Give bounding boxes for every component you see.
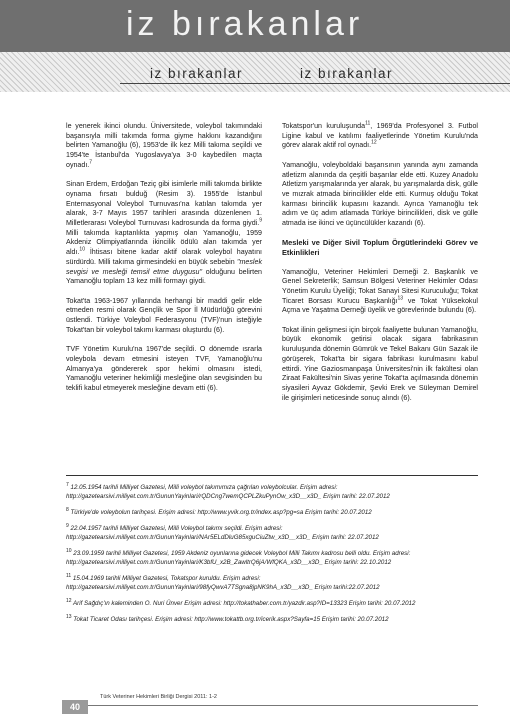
strip-divider (120, 83, 510, 84)
paragraph: TVF Yönetim Kurulu'na 1967'de seçildi. O dönemde ısrarla voleybola devam etmesini isteyen TVF, Yamanoğlu'nu Almanya'ya göndererek spor hekimi olmasını istedi, Yamanoğlu veteriner hekimliği mesleğine olan sevgisinden bu teklifi kabul etmeyerek mesleğine devam etti (6). (66, 345, 262, 392)
header-banner (0, 0, 510, 52)
journal-name: Türk Veteriner Hekimleri Birliği Dergisi 2011: 1-2 (100, 694, 217, 700)
left-column (66, 122, 262, 403)
footnote: $^9$ 22.04.1957 tarihli Milliyet Gazetesi, Milli Voleybol takımı seçildi. Erişim adresi: http://gazetearsivi.milliyet.com.tr/GununYayinlari/NAr5ELdDluG85xguCiuZtw_x3D__x3D_ Erişim tarihi: 22.07.2012 (66, 522, 379, 541)
footnote: $^{13}$ Tokat Ticaret Odası tarihçesi. Erişim adresi: http://www.tokattb.org.tr/icerik.aspx?Sayfa=15 Erişim tarihi: 20.07.2012 (66, 613, 389, 623)
strip-label: iz bırakanlar (150, 66, 244, 81)
paragraph: Yamanoğlu, voleyboldaki başarısının yanında aynı zamanda atletizm alanında da çeşitli başarılar elde etti. Kuzey Anadolu Atletizm yarışmalarında yer alarak, bu yarışmalarda disk, gülle ve mızrak atmada birincilikler elde etti. Kurmuş olduğu Tokat karması birincilik kupasını kazandı. Ayrıca Yamanoğlu tek adım ve üç adım atlamada Türkiye birincilikleri, disk ve gülle atmada ise ikinci ve üçüncülükler kazandı (6). (282, 160, 478, 228)
paragraph: Yamanoğlu, Veteriner Hekimleri Derneği 2. Başkanlık ve Genel Sekreterlik; Samsun Bölgesi Veteriner Hekimler Odası Yönetim Kurulu Üyeliği; Tokat Sanayi Sitesi Kuruculuğu; Tokat Ticaret Borsası Kurucu Başkanlığı$^{13}$ ve Tokat Yüksekokul Açma ve Yaşatma Derneği üyelik ve görevlerinde bulundu (6). (282, 267, 478, 315)
footnotes (66, 483, 478, 631)
section-title: iz bırakanlar (126, 5, 364, 43)
footnote: $^8$ Türkiye'de voleybolun tarihçesi. Erişim adresi: http://www.yvik.org.tr/index.asp?pg=sa Erişim tarihi: 20.07.2012 (66, 506, 372, 516)
header-strip (0, 52, 510, 92)
paragraph: le yenerek ikinci olundu. Üniversitede, voleybol takımındaki başarısıyla milli takımda forma giyme hakkını kazandığını belirten Yamanoğlu (6), 1953'de ilk kez Milli takıma seçildi ve 1954'te İstanbul'da Yugoslavya'ya 3-0 kaybedilen maçta oynadı.$^7$ (66, 122, 262, 169)
page-number: 40 (62, 700, 88, 714)
footnote: $^7$ 12.05.1954 tarihli Milliyet Gazetesi, Milli voleybol takımımıza çağrılan voleybolcular. Erişim adresi: http://gazetearsivi.milliyet.com.tr/GununYayinlari/rQDCng7wemQCPLZkuPynOw_x3D__x3D_ Erişim tarihi: 22.07.2012 (66, 481, 390, 500)
footnote: $^{10}$ 23.09.1959 tarihli Milliyet Gazetesi, 1959 Akdeniz oyunlarına gidecek Voleybol Milli Takımı kadrosu belli oldu. Erişim adresi: http://gazetearsivi.milliyet.com.tr/GununYayinlari/K3bfU_x2B_ZawltrQ6jA/WfQKA_x3D__x3D_ Erişim tarihi: 22.10.2012 (66, 547, 411, 566)
right-column (282, 122, 478, 413)
paragraph: Tokatspor'un kuruluşunda$^{11}$, 1969'da Profesyonel 3. Futbol Ligine kabul ve katılımı faaliyetlerinde Yönetim Kurulu'nda görev alarak aktif rol oynadı.$^{12}$ (282, 120, 478, 150)
footnote-divider (66, 475, 478, 476)
strip-label: iz bırakanlar (300, 66, 394, 81)
paragraph: Tokat'ta 1963-1967 yıllarında herhangi bir maddi gelir elde etmeden resmi olarak Gençlik ve Spor İl Müdürlüğü görevini üstlendi. Türkiye Voleybol Federasyonu (TVF)'nun isteğiyle Tokat'tan bir voleybol takımı karması oluşturdu (6). (66, 296, 262, 334)
paragraph: Sinan Erdem, Erdoğan Teziç gibi isimlerle milli takımda birlikte oynama fırsatı bulduğ (Resim 3). 1955'de İstanbul Enternasyonal Voleybol Turnuvası'na katılan takımda yer alarak, 3-7 Mayıs 1957 tarihleri arasında düzenlenen 1. Milletlerarası Voleybol Turnuvası kadrosunda da forma giydi.$^9$ Milli takımda kaptanlıkta yapmış olan Yamanoğlu, 1959 Akdeniz Olimpiyatlarında ikincilik ödülü alan takımda yer aldı.$^{10}$ İhtisası bitene kadar aktif olarak voleybol hayatını sürdürdü. Milli takıma girmesindeki en büyük sebebin "meslek sevgisi ve mesleği temsil etme duygusu" olduğunu belirten Yamanoğlu toplam 13 kez milli formayı giydi. (66, 180, 262, 286)
footnote: $^{12}$ Arif Sağdıç'ın kaleminden O. Nuri Ünver Erişim adresi: http://tokathaber.com.tr/yazdir.asp?ID=13323 Erişim tarihi: 20.07.2012 (66, 597, 416, 607)
footnote: $^{11}$ 15.04.1969 tarihli Milliyet Gazetesi, Tokatspor kuruldu. Erişim adresi: http://gazetearsivi.milliyet.com.tr/GununYayinlari/98fyQwvA7TSgna8jpNK9hA_x3D__x3D_ Erişim tarihi:22.07.2012 (66, 572, 380, 591)
section-heading: Mesleki ve Diğer Sivil Toplum Örgütlerindeki Görev ve Etkinlikleri (282, 238, 478, 258)
paragraph: Tokat ilinin gelişmesi için birçok faaliyette bulunan Yamanoğlu, büyük ekonomik getirisi olacak sigara fabrikasının kuruluşunda dönemin Gümrük ve Tekel Bakanı Gün Sazak ile görüşerek, Tokat'ta bir sigara fabrikası kurulmasını kabul ettirdi. Yine Gaziosmanpaşa Üniversitesi'nin ilk fakültesi olan Ziraat Fakültesi'nin Sivas yerine Tokat'ta açılmasında dönemin siyasileri Ayvaz Gökdemir, Şevki Erek ve Süleyman Demirel ile girişimleri neticesinde sonuç alındı (6). (282, 325, 478, 402)
footer-divider (88, 705, 478, 706)
